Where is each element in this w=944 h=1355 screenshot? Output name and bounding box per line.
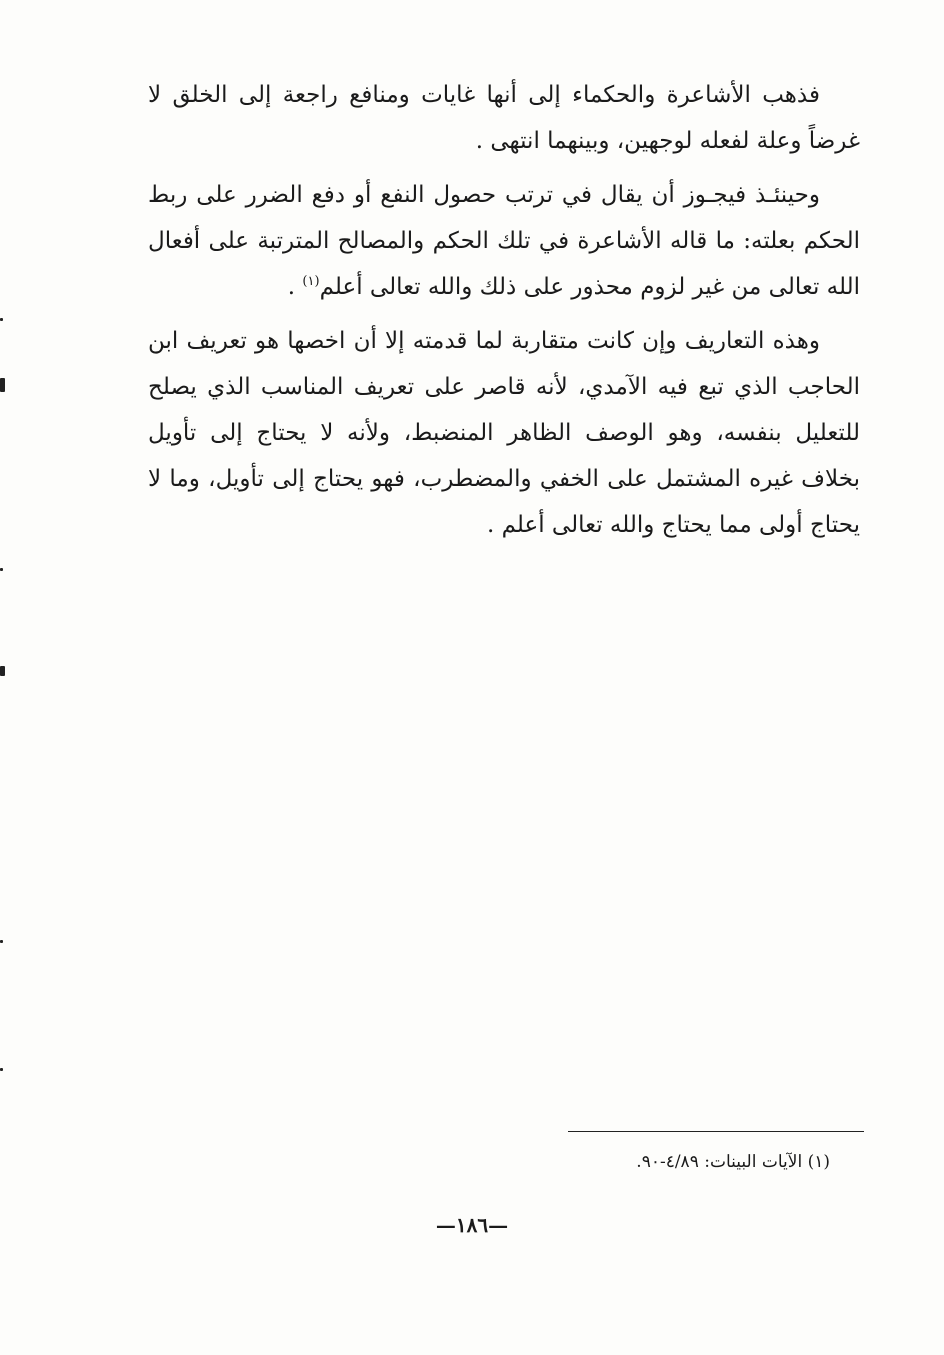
paragraph-2	[148, 172, 860, 310]
paragraph-2-ending: .	[287, 274, 303, 300]
scan-speck	[0, 568, 3, 571]
scan-speck	[0, 378, 5, 392]
scan-speck	[0, 1068, 3, 1071]
paragraph-2-text: وحينئـذ فيجـوز أن يقال في ترتب حصول النفع أو دفع الضرر على ربط الحكم بعلته: ما قاله الأشاعرة في تلك الحكم والمصالح المترتبة على أفعال الله تعالى من غير لزوم محذور على ذلك والله تعالى أعلم	[148, 182, 860, 300]
paragraph-1-text: فذهب الأشاعرة والحكماء إلى أنها غايات ومنافع راجعة إلى الخلق لا غرضاً وعلة لفعله لوجهين، وبينهما انتهى .	[148, 82, 860, 154]
footnote-text: (١) الآيات البينات: ٤/٨٩-٩٠.	[636, 1152, 830, 1172]
paragraph-3-text: وهذه التعاريف وإن كانت متقاربة لما قدمته إلا أن اخصها هو تعريف ابن الحاجب الذي تبع فيه الآمدي، لأنه قاصر على تعريف المناسب الذي يصلح للتعليل بنفسه، وهو الوصف الظاهر المنضبط، ولأنه لا يحتاج إلى تأويل بخلاف غيره المشتمل على الخفي والمضطرب، فهو يحتاج إلى تأويل، وما لا يحتاج أولى مما يحتاج والله تعالى أعلم .	[148, 328, 860, 538]
paragraph-3	[148, 318, 860, 548]
footnote	[560, 1148, 830, 1176]
scan-speck	[0, 318, 3, 321]
footnote-reference[interactable]: (١)	[302, 274, 320, 289]
scan-speck	[0, 666, 5, 676]
scan-speck	[0, 940, 3, 943]
page-number: —١٨٦—	[435, 1213, 509, 1237]
footnote-separator	[568, 1131, 864, 1132]
body-text	[148, 72, 860, 556]
paragraph-1	[148, 72, 860, 164]
